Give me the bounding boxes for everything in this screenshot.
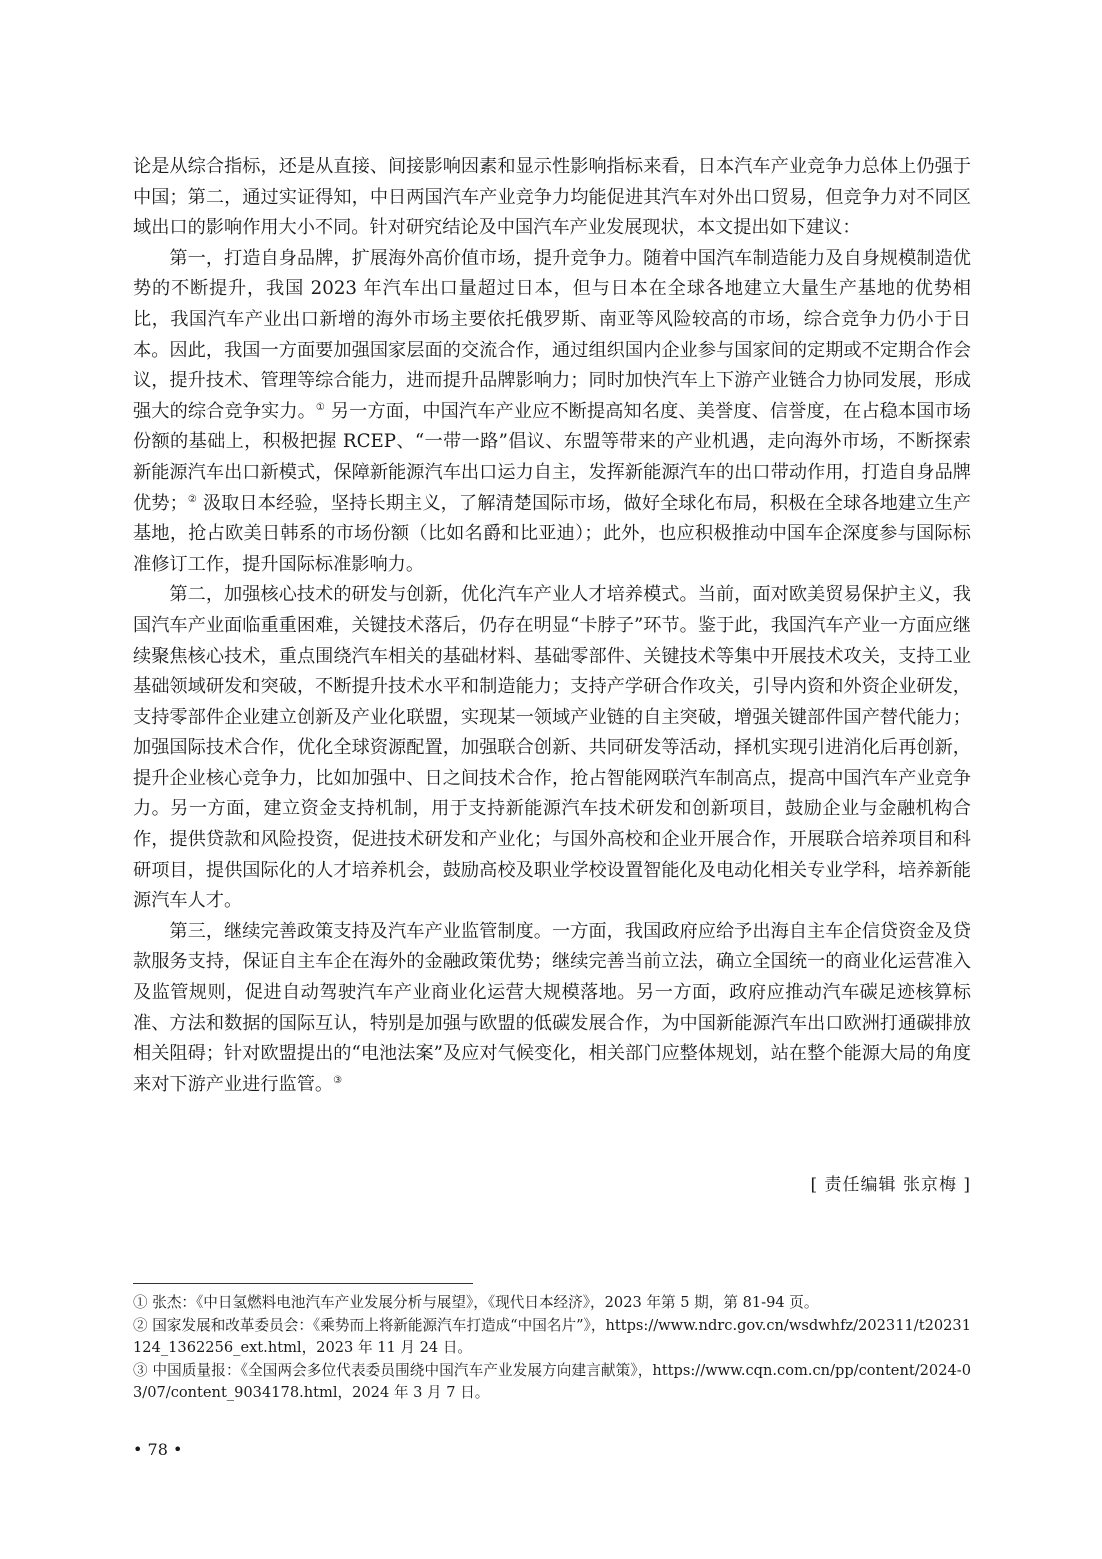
- paragraph-first-suggestion: 第一，打造自身品牌，扩展海外高价值市场，提升竞争力。随着中国汽车制造能力及自身规模制造优势的不断提升，我国 2023 年汽车出口量超过日本，但与日本在全球各地建立大量生产基地的优势相比，我国汽车产业出口新增的海外市场主要依托俄罗斯、南亚等风险较高的市场，综合竞争力仍小于日本。因此，我国一方面要加强国家层面的交流合作，通过组织国内企业参与国家间的定期或不定期合作会议，提升技术、管理等综合能力，进而提升品牌影响力；同时加快汽车上下游产业链合力协同发展，形成强大的综合竞争实力。① 另一方面，中国汽车产业应不断提高知名度、美誉度、信誉度，在占稳本国市场份额的基础上，积极把握 RCEP、“一带一路”倡议、东盟等带来的产业机遇，走向海外市场，不断探索新能源汽车出口新模式，保障新能源汽车出口运力自主，发挥新能源汽车的出口带动作用，打造自身品牌优势；② 汲取日本经验，坚持长期主义，了解清楚国际市场，做好全球化布局，积极在全球各地建立生产基地，抢占欧美日韩系的市场份额（比如名爵和比亚迪）；此外，也应积极推动中国车企深度参与国际标准修订工作，提升国际标准影响力。: [133, 247, 971, 575]
- footnote-ref-3: ③: [333, 1074, 343, 1086]
- footnote-3: ③ 中国质量报：《全国两会多位代表委员围绕中国汽车产业发展方向建言献策》，https://www.cqn.com.cn/pp/content/2024-03/07/content_9034178.html，2024 年 3 月 7 日。: [133, 1361, 971, 1401]
- paragraph-third-suggestion: 第三，继续完善政策支持及汽车产业监管制度。一方面，我国政府应给予出海自主车企信贷资金及贷款服务支持，保证自主车企在海外的金融政策优势；继续完善当前立法，确立全国统一的商业化运营准入及监管规则，促进自动驾驶汽车产业商业化运营大规模落地。另一方面，政府应推动汽车碳足迹核算标准、方法和数据的国际互认，特别是加强与欧盟的低碳发展合作，为中国新能源汽车出口欧洲打通碳排放相关阻碍；针对欧盟提出的“电池法案”及应对气候变化，相关部门应整体规划，站在整个能源大局的角度来对下游产业进行监管。③: [133, 920, 971, 1095]
- footnote-ref-2: ②: [187, 493, 197, 505]
- footnote-2: ② 国家发展和改革委员会：《乘势而上将新能源汽车打造成“中国名片”》，https://www.ndrc.gov.cn/wsdwhfz/202311/t20231124_1362256_ext.html，2023 年 11 月 24 日。: [133, 1316, 971, 1356]
- footnote-divider: [133, 1283, 473, 1284]
- editor-credit: [ 责任编辑 张京梅 ]: [810, 1175, 971, 1195]
- paragraph-conclusion: 论是从综合指标，还是从直接、间接影响因素和显示性影响指标来看，日本汽车产业竞争力总体上仍强于中国；第二，通过实证得知，中日两国汽车产业竞争力均能促进其汽车对外出口贸易，但竞争力对不同区域出口的影响作用大小不同。针对研究结论及中国汽车产业发展现状，本文提出如下建议：: [133, 156, 971, 239]
- paragraph-second-suggestion: 第二，加强核心技术的研发与创新，优化汽车产业人才培养模式。当前，面对欧美贸易保护主义，我国汽车产业面临重重困难，关键技术落后，仍存在明显“卡脖子”环节。鉴于此，我国汽车产业一方面应继续聚焦核心技术，重点围绕汽车相关的基础材料、基础零部件、关键技术等集中开展技术攻关，支持工业基础领域研发和突破，不断提升技术水平和制造能力；支持产学研合作攻关，引导内资和外资企业研发，支持零部件企业建立创新及产业化联盟，实现某一领域产业链的自主突破，增强关键部件国产替代能力；加强国际技术合作，优化全球资源配置，加强联合创新、共同研发等活动，择机实现引进消化后再创新，提升企业核心竞争力，比如加强中、日之间技术合作，抢占智能网联汽车制高点，提高中国汽车产业竞争力。另一方面，建立资金支持机制，用于支持新能源汽车技术研发和创新项目，鼓励企业与金融机构合作，提供贷款和风险投资，促进技术研发和产业化；与国外高校和企业开展合作，开展联合培养项目和科研项目，提供国际化的人才培养机会，鼓励高校及职业学校设置智能化及电动化相关专业学科，培养新能源汽车人才。: [133, 584, 971, 912]
- footnote-ref-1: ①: [315, 401, 325, 413]
- article-body: [133, 152, 971, 1100]
- page-number: • 78 •: [133, 1440, 183, 1459]
- footnote-1: ① 张杰：《中日氢燃料电池汽车产业发展分析与展望》，《现代日本经济》，2023 年第 5 期，第 81-94 页。: [133, 1294, 819, 1311]
- footnotes: [133, 1292, 971, 1405]
